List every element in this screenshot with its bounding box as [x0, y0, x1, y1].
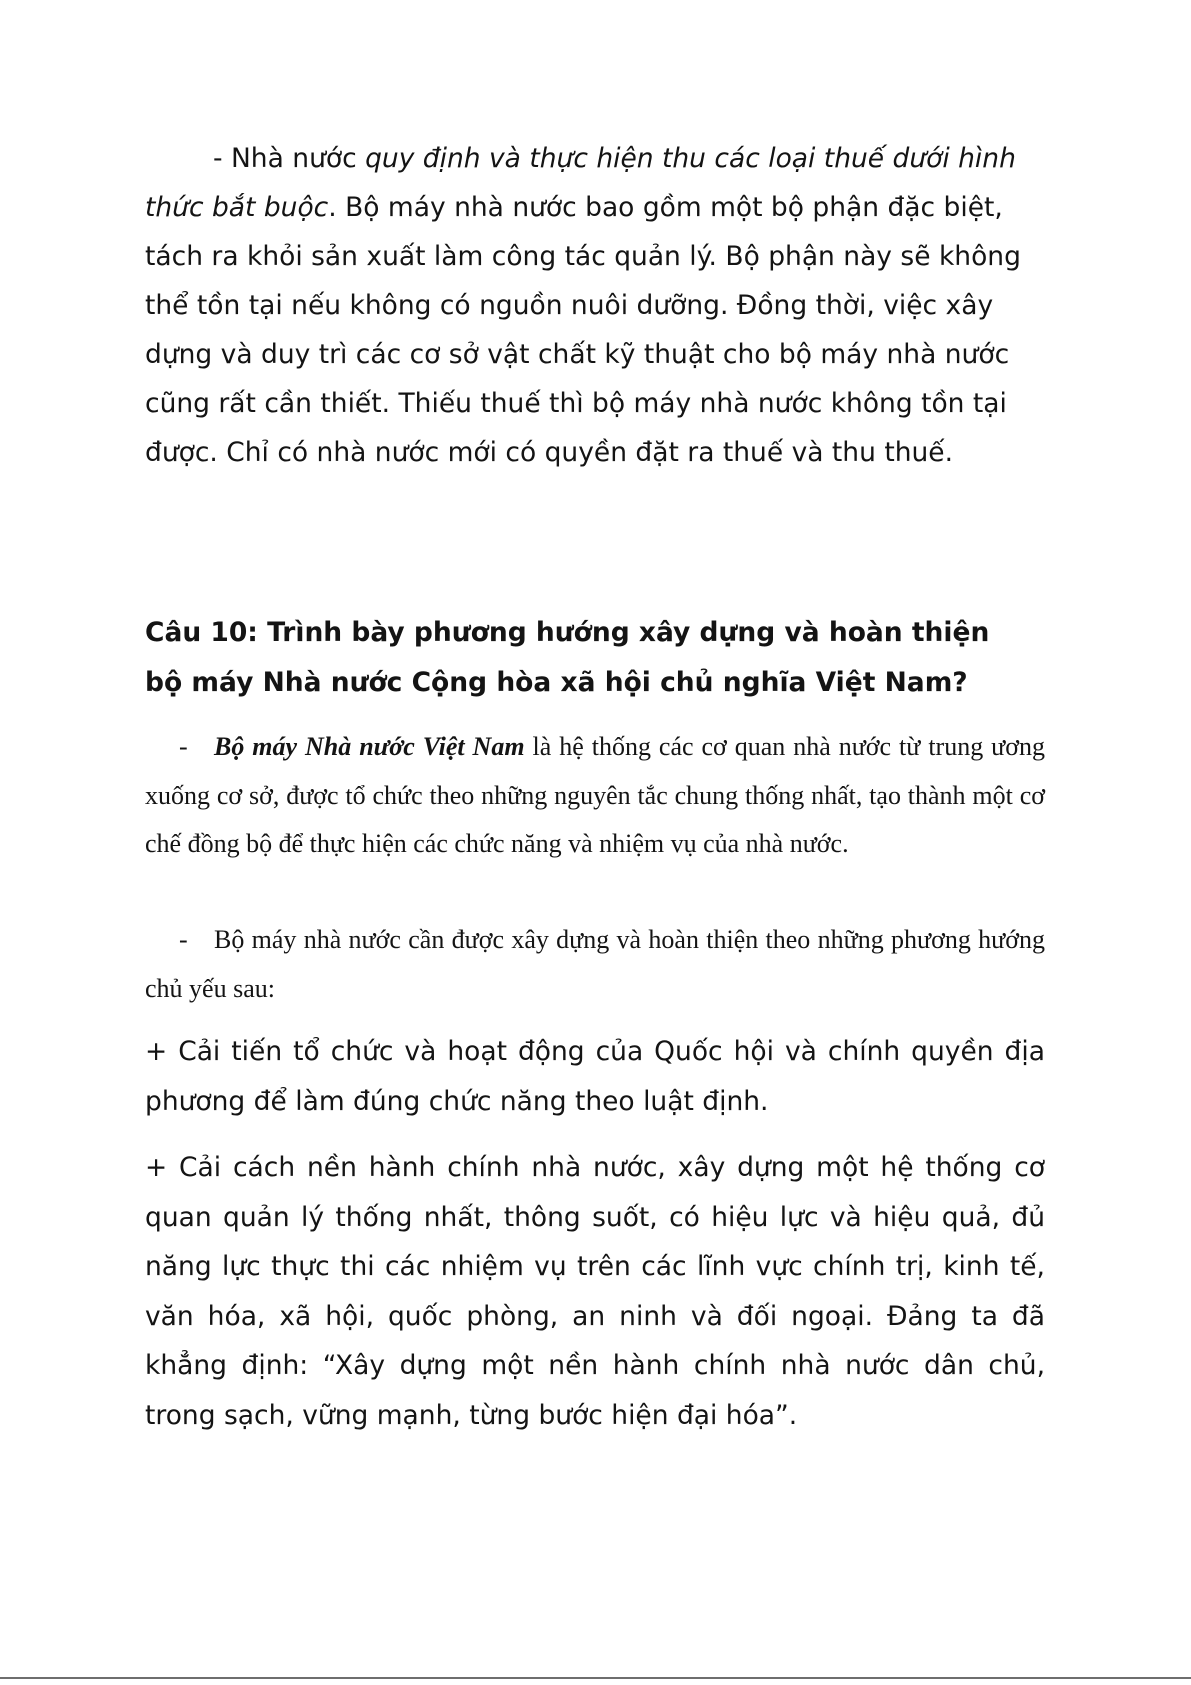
question-heading-line-1: Câu 10: Trình bày phương hướng xây dựng và hoàn thiện — [145, 617, 990, 648]
paragraph-tax-rest: . Bộ máy nhà nước bao gồm một bộ phận đặc biệt, tách ra khỏi sản xuất làm công tác quản lý. Bộ phận này sẽ không thể tồn tại nếu không có nguồn nuôi dưỡng. Đồng thời, việc xây dựng và duy trì các cơ sở vật chất kỹ thuật cho bộ máy nhà nước cũng rất cần thiết. Thiếu thuế thì bộ máy nhà nước không tồn tại được. Chỉ có nhà nước mới có quyền đặt ra thuế và thu thuế. — [145, 192, 1021, 468]
question-heading — [145, 608, 1045, 708]
definition-dash: - — [179, 732, 188, 761]
definition-text: là hệ thống các cơ quan nhà nước từ trung ương xuống cơ sở, được tổ chức theo những nguyên tắc chung thống nhất, tạo thành một cơ chế đồng bộ để thực hiện các chức năng và nhiệm vụ của nhà nước. — [145, 732, 1045, 858]
definition-term: Bộ máy Nhà nước Việt Nam — [214, 732, 525, 761]
paragraph-tax-prefix: - Nhà nước — [213, 143, 366, 174]
directions-intro-paragraph — [145, 916, 1045, 1013]
direction-point: + Cải cách nền hành chính nhà nước, xây dựng một hệ thống cơ quan quản lý thống nhất, thông suốt, có hiệu lực và hiệu quả, đủ năng lực thực thi các nhiệm vụ trên các lĩnh vực chính trị, kinh tế, văn hóa, xã hội, quốc phòng, an ninh và đối ngoại. Đảng ta đã khẳng định: “Xây dựng một nền hành chính nhà nước dân chủ, trong sạch, vững mạnh, từng bước hiện đại hóa”. — [145, 1152, 1045, 1431]
directions-intro-text: Bộ máy nhà nước cần được xây dựng và hoàn thiện theo những phương hướng chủ yếu sau: — [145, 925, 1045, 1003]
paragraph-tax — [145, 134, 1045, 477]
question-heading-line-2: bộ máy Nhà nước Cộng hòa xã hội chủ nghĩa Việt Nam? — [145, 667, 968, 698]
definition-paragraph — [145, 723, 1045, 869]
direction-point: + Cải tiến tổ chức và hoạt động của Quốc hội và chính quyền địa phương để làm đúng chức năng theo luật định. — [145, 1036, 1045, 1117]
directions-intro-dash: - — [179, 925, 188, 954]
page-bottom-rule — [0, 1677, 1191, 1679]
paragraph-tax-emphasis: quy định và thực hiện thu các loại thuế dưới hình thức bắt buộc — [145, 143, 1016, 223]
